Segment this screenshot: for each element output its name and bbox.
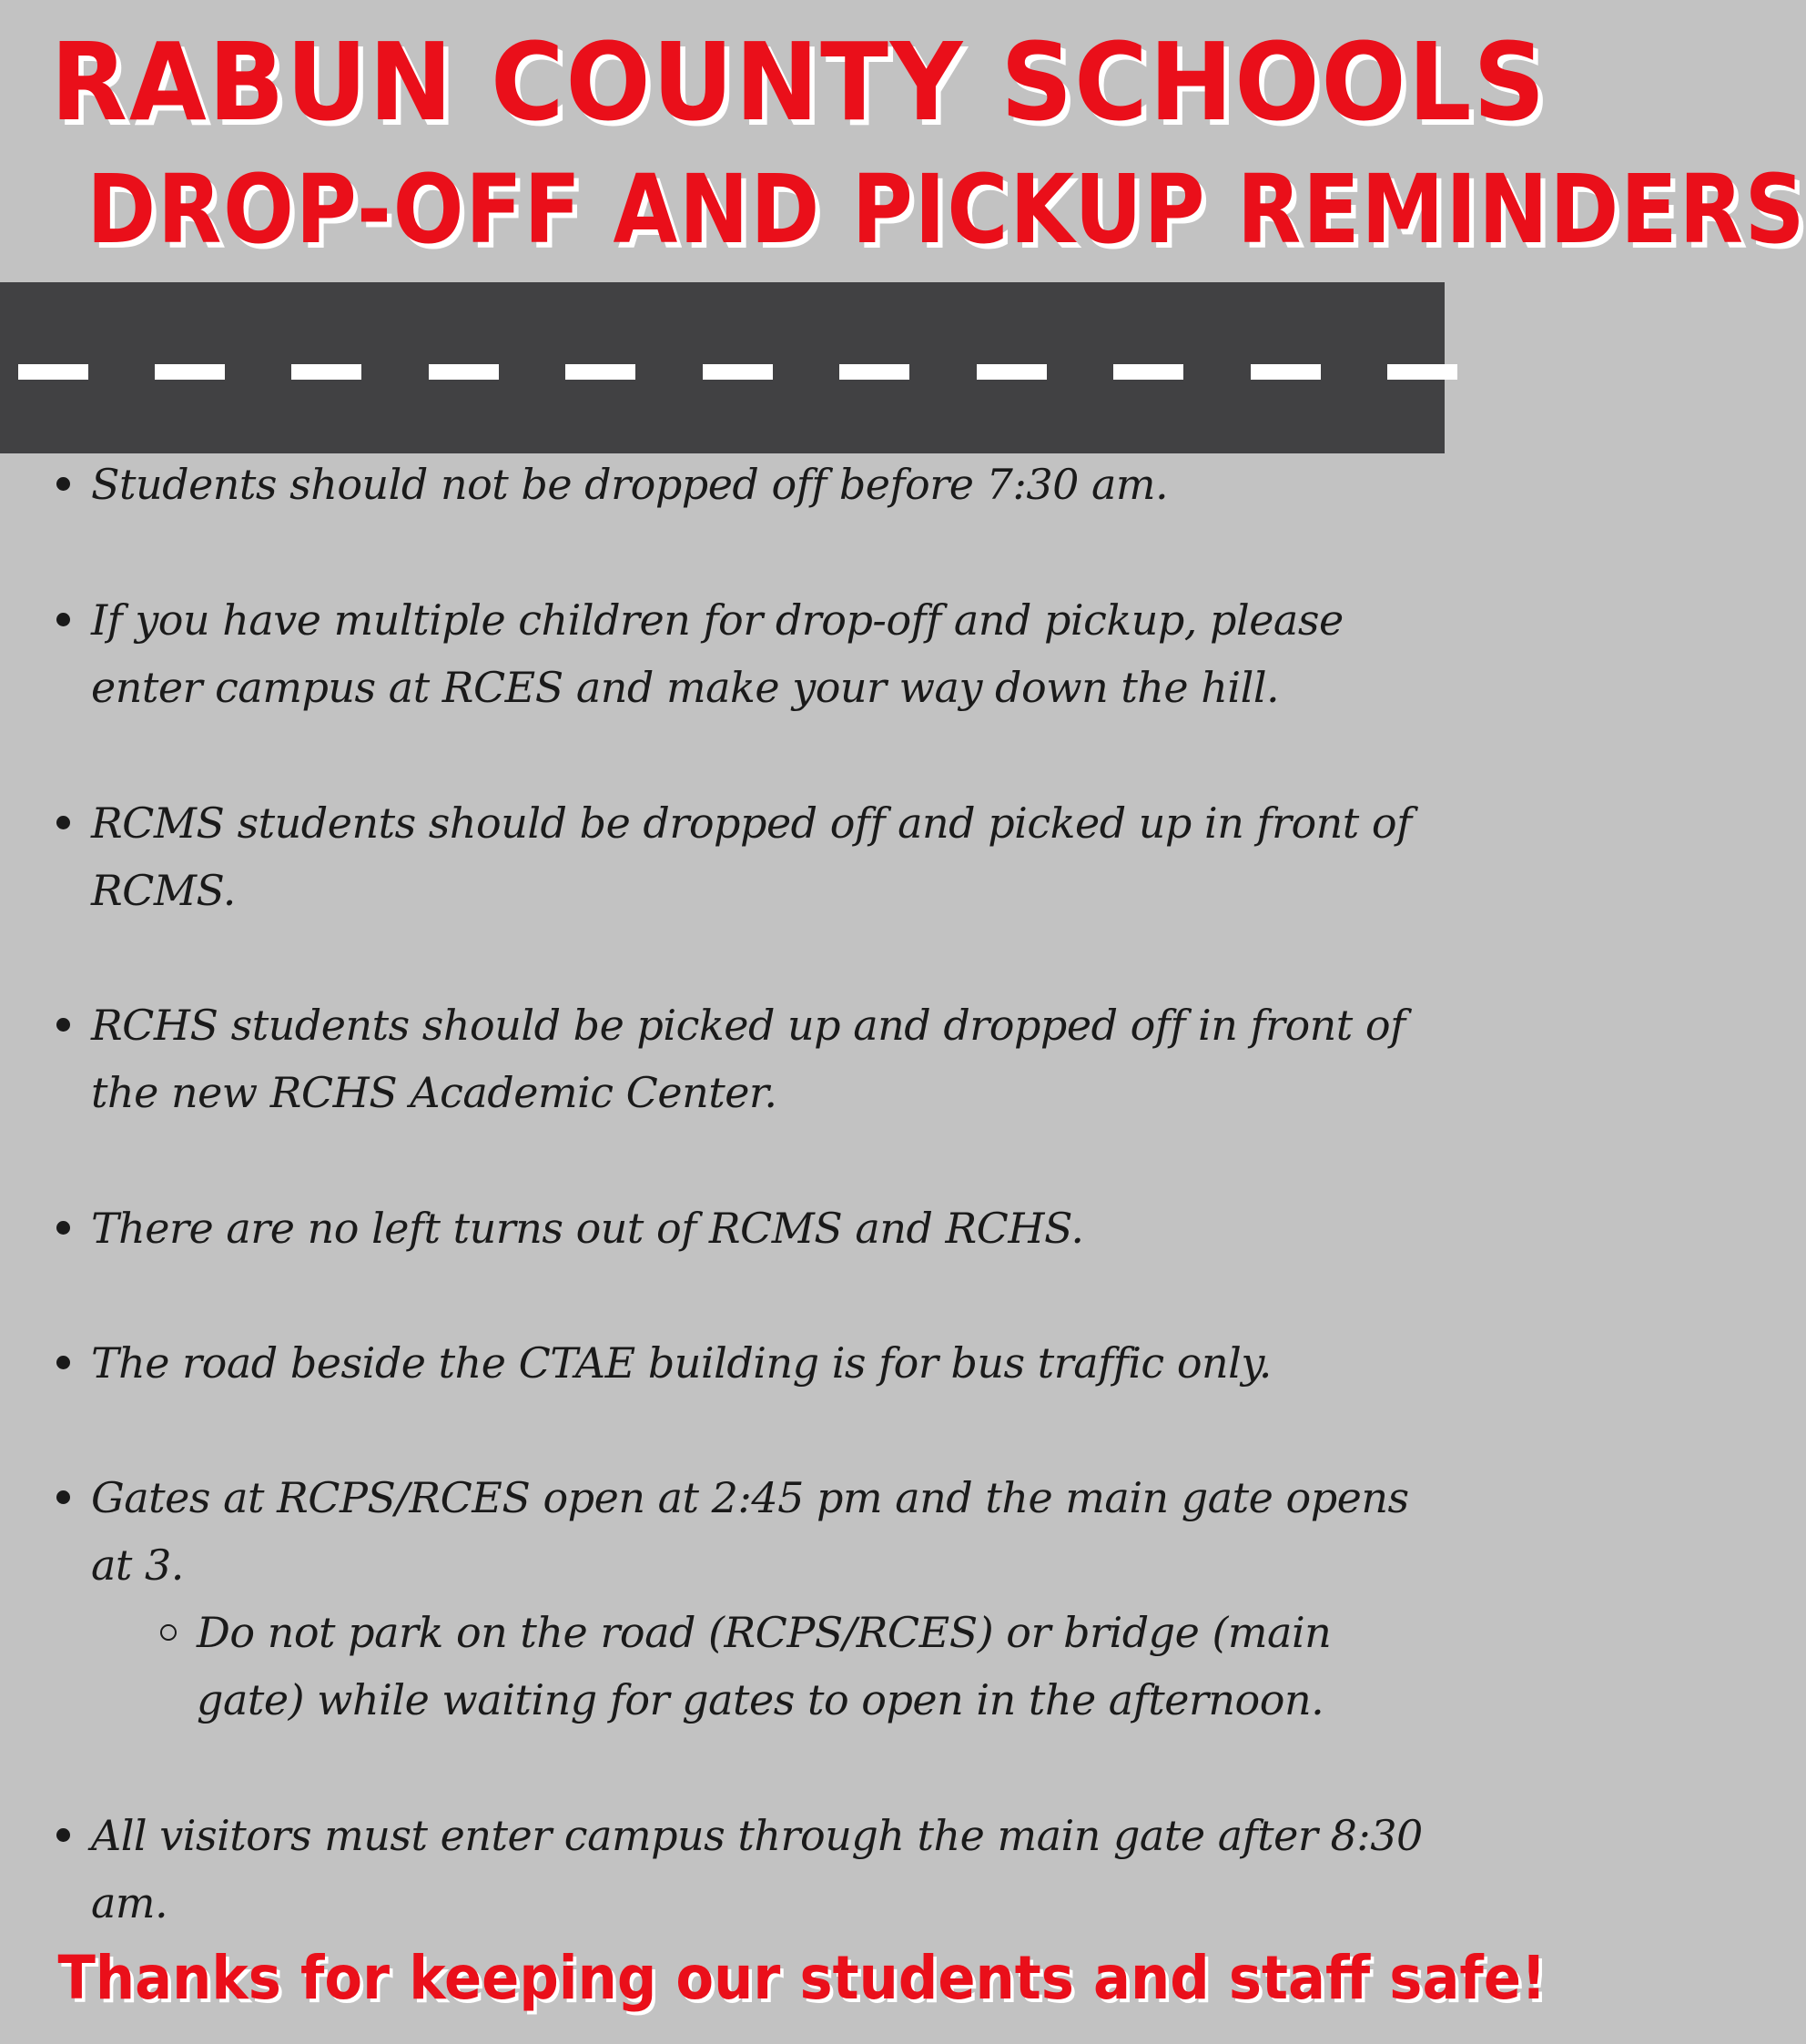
road-dash: [1251, 364, 1321, 380]
road-graphic: [0, 282, 1445, 453]
road-dash: [429, 364, 499, 380]
list-item: Gates at RCPS/RCES open at 2:45 pm and the main gate opens at 3.: [91, 1473, 1409, 1590]
road-dash: [839, 364, 909, 380]
road-dash: [1387, 364, 1457, 380]
list-item: All visitors must enter campus through the main gate after 8:30 am.: [91, 1811, 1423, 1927]
road-dash: [1113, 364, 1183, 380]
header: [0, 0, 1806, 282]
list-item: The road beside the CTAE building is for bus traffic only.: [91, 1338, 1272, 1388]
road-dash: [977, 364, 1047, 380]
road-dash: [703, 364, 773, 380]
bullet-icon: [56, 816, 70, 829]
bullet-icon: [56, 1490, 70, 1504]
footer-message: Thanks for keeping our students and staff safe!: [57, 1943, 1547, 2013]
bullet-icon: [56, 1356, 70, 1369]
list-item: There are no left turns out of RCMS and RCHS.: [91, 1204, 1084, 1253]
list-item: RCMS students should be dropped off and picked up in front of RCMS.: [91, 798, 1412, 915]
title-line-2: DROP-OFF AND PICKUP REMINDERS: [86, 154, 1806, 265]
list-item: RCHS students should be picked up and dropped off in front of the new RCHS Academic Center.: [91, 1001, 1405, 1117]
road-dash: [565, 364, 635, 380]
bullet-icon: [56, 613, 70, 626]
list-sub-item: Do not park on the road (RCPS/RCES) or bridge (main gate) while waiting for gates to open in the afternoon.: [197, 1608, 1332, 1724]
road-dash: [155, 364, 225, 380]
bullet-icon: [56, 1828, 70, 1842]
road-dash: [18, 364, 88, 380]
bullet-icon: [56, 1018, 70, 1032]
list-item: Students should not be dropped off before 7:30 am.: [91, 460, 1169, 509]
title-line-1: RABUN COUNTY SCHOOLS: [50, 19, 1547, 145]
bullet-icon: [56, 1221, 70, 1235]
bullet-icon: [56, 477, 70, 491]
sub-bullet-icon: [160, 1624, 177, 1641]
road-dash: [291, 364, 361, 380]
list-item: If you have multiple children for drop-off and pickup, please enter campus at RCES and make your way down the hill.: [91, 595, 1344, 712]
